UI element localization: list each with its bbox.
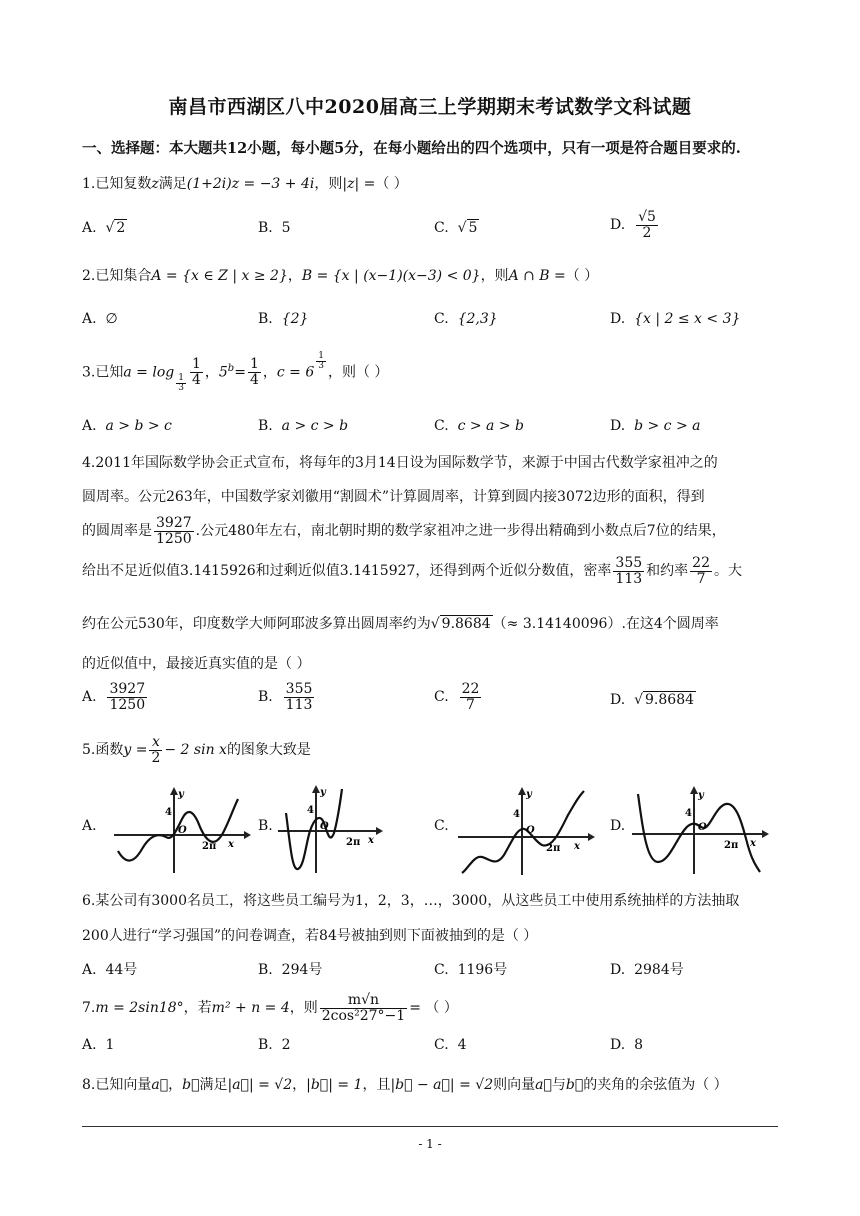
q4-line5: 约在公元530年，印度数学大师阿耶波多算出圆周率约为√ 9.8684 （≈ 3.14140096）.在这4个圆周率 <box>82 616 719 632</box>
q1-option-a: A. √ 2 <box>82 220 126 236</box>
x-tick-2pi: 2π <box>346 837 361 848</box>
x-label: x <box>750 838 756 849</box>
q1-option-c: C. √ 5 <box>434 220 478 236</box>
q4-option-c: C. $\frac{22}{7}$ <box>434 681 480 713</box>
q7-option-d: D. 8 <box>610 1037 644 1053</box>
q8-stem: 8.已知向量a⃗，b⃗满足|a⃗| = √2，|b⃗| = 1，且|b⃗ − a⃗| = √2则向量a⃗与b⃗的夹角的余弦值为（ ） <box>82 1077 728 1093</box>
q4-line3: 的圆周率是 $\frac{3927}{1250}$ .公元480年左右，南北朝时期的数学家祖冲之进一步得出精确到小数点后7位的结果， <box>82 515 726 547</box>
q1-stem: 1.已知复数z满足(1+2i)z = −3 + 4i，则|z| =（ ） <box>82 176 408 192</box>
graph-d <box>630 782 770 878</box>
q7-stem: 7.m = 2sin18°，若m² + n = 4，则 $\frac{m√n}{\text{2cos²27°−1}}$ = （ ） <box>82 992 458 1024</box>
q4-option-b: B. $\frac{355}{113}$ <box>258 681 313 713</box>
q3-stem: 3.已知a = log $\frac{1}{3}$ $\frac{1}{4}$ ，$5^b=$ $\frac{1}{4}$ ，c = 6 $\frac{1}{3}$ ，则（ ） <box>82 351 389 394</box>
x-arrow <box>588 833 595 841</box>
y-arrow <box>518 787 526 795</box>
y-arrow <box>312 785 320 793</box>
q5-option-d-label: D. <box>610 818 626 834</box>
x-label: x <box>228 839 234 850</box>
q3-option-b: B. a > c > b <box>258 418 349 434</box>
q4-line1: 4.2011年国际数学协会正式宣布，将每年的3月14日设为国际数学节，来源于中国古代数学家祖冲之的 <box>82 455 718 471</box>
q3-option-a: A. a > b > c <box>82 418 172 434</box>
q5-option-c-label: C. <box>434 818 449 834</box>
q2-stem: 2.已知集合A = {x ∈ Z | x ≥ 2}，B = {x | (x−1)(x−3) < 0}，则A ∩ B =（ ） <box>82 268 599 284</box>
curve <box>286 789 342 869</box>
y-label: y <box>698 790 704 801</box>
y-label: y <box>178 789 184 800</box>
origin-label: O <box>698 822 707 833</box>
q2-option-b: B. {2} <box>258 311 309 327</box>
y-tick-4: 4 <box>513 809 520 820</box>
q3-option-d: D. b > c > a <box>610 418 701 434</box>
origin-label: O <box>526 825 535 836</box>
q6-line1: 6.某公司有3000名员工，将这些员工编号为1，2，3，…，3000，从这些员工中使用系统抽样的方法抽取 <box>82 893 740 909</box>
x-tick-2pi: 2π <box>546 843 561 854</box>
q2-option-d: D. {x | 2 ≤ x < 3} <box>610 311 741 327</box>
q4-line4: 给出不足近似值3.1415926和过剩近似值3.1415927，还得到两个近似分数值，密率 $\frac{355}{113}$ 和约率 $\frac{22}{7}$ 。大 <box>82 555 742 587</box>
graph-c <box>456 785 596 879</box>
origin-label: O <box>320 821 329 832</box>
q4-line2: 圆周率。公元263年，中国数学家刘徽用“割圆术”计算圆周率，计算到圆内接3072边形的面积，得到 <box>82 489 705 505</box>
y-arrow <box>690 786 698 794</box>
section-heading: 一、选择题：本大题共12小题，每小题5分，在每小题给出的四个选项中，只有一项是符合题目要求的. <box>82 140 741 157</box>
q7-option-c: C. 4 <box>434 1037 467 1053</box>
q6-option-a: A. 44号 <box>82 962 138 978</box>
y-label: y <box>526 789 532 800</box>
y-tick-4: 4 <box>307 805 314 816</box>
page-title: 南昌市西湖区八中2020届高三上学期期末考试数学文科试题 <box>168 96 692 118</box>
x-arrow <box>376 827 383 835</box>
q4-option-a: A. $\frac{3927}{1250}$ <box>82 681 146 713</box>
q1-option-b: B. 5 <box>258 220 291 236</box>
q2-option-c: C. {2,3} <box>434 311 498 327</box>
q6-line2: 200人进行“学习强国”的问卷调查，若84号被抽到则下面被抽到的是（ ） <box>82 928 538 944</box>
x-arrow <box>762 830 769 838</box>
q6-option-d: D. 2984号 <box>610 962 684 978</box>
q7-option-a: A. 1 <box>82 1037 115 1053</box>
y-label: y <box>320 787 326 798</box>
x-tick-2pi: 2π <box>202 841 217 852</box>
x-arrow <box>244 831 251 839</box>
x-tick-2pi: 2π <box>724 840 739 851</box>
q5-option-b-label: B. <box>258 818 273 834</box>
page-number: - 1 - <box>418 1137 442 1151</box>
q3-option-c: C. c > a > b <box>434 418 524 434</box>
q6-option-b: B. 294号 <box>258 962 323 978</box>
footer-divider <box>82 1126 778 1127</box>
x-label: x <box>368 835 374 846</box>
y-arrow <box>170 787 178 795</box>
origin-label: O <box>178 825 187 836</box>
y-tick-4: 4 <box>165 807 172 818</box>
q6-option-c: C. 1196号 <box>434 962 508 978</box>
q7-option-b: B. 2 <box>258 1037 291 1053</box>
q5-stem: 5.函数y = $\frac{x}{2}$ − 2 sin x的图象大致是 <box>82 734 311 766</box>
x-label: x <box>574 841 580 852</box>
q1-option-d: D. $\frac{√5}{2}$ <box>610 209 656 241</box>
q4-line6: 的近似值中，最接近真实值的是（ ） <box>82 656 311 672</box>
graph-a <box>112 785 252 877</box>
q4-option-d: D. √ 9.8684 <box>610 692 695 708</box>
q2-option-a: A. ∅ <box>82 311 118 327</box>
q5-option-a-label: A. <box>82 818 97 834</box>
graph-b <box>276 783 386 877</box>
y-tick-4: 4 <box>685 808 692 819</box>
